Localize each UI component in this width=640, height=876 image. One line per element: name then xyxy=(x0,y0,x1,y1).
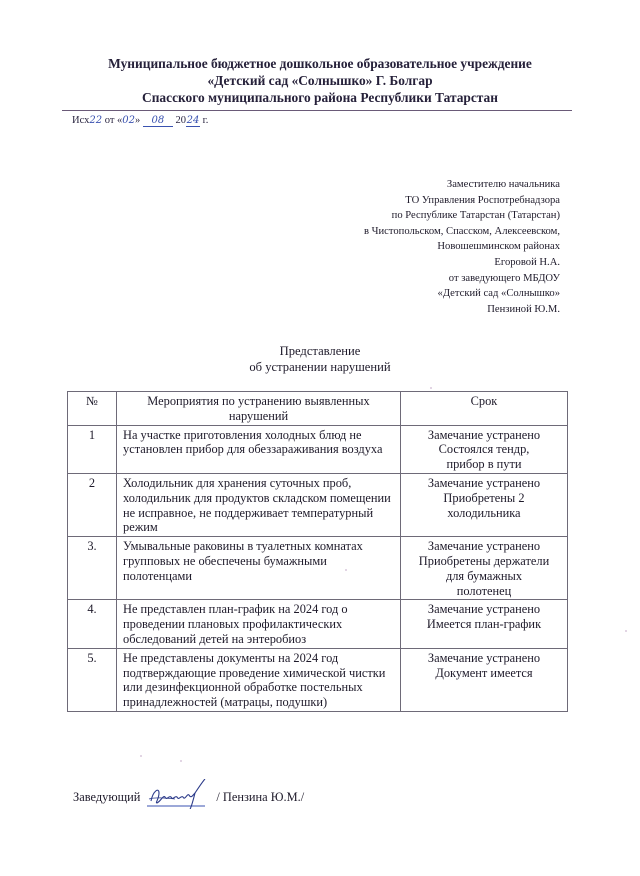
term-line: Документ имеется xyxy=(435,665,533,680)
term-line: Приобретены держатели xyxy=(418,553,550,568)
term-line: Приобретены 2 xyxy=(443,490,525,505)
row-term xyxy=(401,648,568,711)
table-row xyxy=(68,648,568,711)
addressee-line: Новошешминском районах xyxy=(437,241,560,253)
addressee-line: «Детский сад «Солнышко» xyxy=(437,288,560,300)
row-measure: Не представлены документы на 2024 год подтверждающие проведение химической чистки или дезинфекционной обработке постельных принадлежностей (матрацы, подушки) xyxy=(117,648,401,711)
term-line: Состоялся тендр, xyxy=(438,442,530,457)
title-line-2: об устранении нарушений xyxy=(249,360,391,374)
institution-header xyxy=(60,55,580,106)
term-line: Замечание устранено xyxy=(427,650,541,665)
term-line: холодильника xyxy=(447,505,521,520)
row-term xyxy=(401,473,568,536)
row-term xyxy=(401,425,568,473)
row-measure: Не представлен план-график на 2024 год о проведении плановых профилактических обследований детей на энтеробиоз xyxy=(117,600,401,648)
outgoing-suffix: г. xyxy=(202,115,209,126)
header-term: Срок xyxy=(401,392,568,426)
row-measure: Умывальные раковины в туалетных комнатах групповых не обеспечены бумажными полотенцами xyxy=(117,537,401,600)
term-line: Замечание устранено xyxy=(427,539,541,554)
term-line: Замечание устранено xyxy=(427,475,541,490)
header-measure: Мероприятия по устранению выявленных нарушений xyxy=(117,392,401,426)
addressee-line: ТО Управления Роспотребнадзора xyxy=(405,194,560,206)
addressee-line: от заведующего МБДОУ xyxy=(448,272,560,284)
table-header-row xyxy=(68,392,568,426)
term-line: для бумажных xyxy=(445,568,523,583)
outgoing-year-suffix: 24 xyxy=(186,115,200,126)
signer-name: / Пензина Ю.М./ xyxy=(216,790,305,804)
outgoing-day: 02 xyxy=(122,115,136,126)
addressee-line: Заместителю начальника xyxy=(446,179,560,190)
scan-speck xyxy=(345,569,347,571)
header-line-3: Спасского муниципального района Республики Татарстан xyxy=(142,90,498,105)
row-num: 1 xyxy=(68,425,117,473)
row-num: 3. xyxy=(68,537,117,600)
outgoing-close-quote: » xyxy=(135,115,141,126)
scan-speck xyxy=(180,760,182,762)
row-num: 4. xyxy=(68,600,117,648)
row-measure: Холодильник для хранения суточных проб, холодильник для продуктов складском помещении не исправное, не поддерживает температурный режим xyxy=(117,473,401,536)
table-row xyxy=(68,600,568,648)
header-num: № xyxy=(68,392,117,426)
term-line: Имеется план-график xyxy=(426,617,542,632)
table-row xyxy=(68,425,568,473)
outgoing-month: 08 xyxy=(143,115,173,127)
signature-block xyxy=(73,775,304,805)
addressee-line: Егоровой Н.А. xyxy=(494,256,560,268)
table-row xyxy=(68,537,568,600)
signer-position: Заведующий xyxy=(73,790,141,804)
header-line-1: Муниципальное бюджетное дошкольное образовательное учреждение xyxy=(108,56,532,71)
outgoing-number: 22 xyxy=(89,115,103,126)
row-term xyxy=(401,600,568,648)
row-num: 2 xyxy=(68,473,117,536)
term-line: полотенец xyxy=(456,583,512,598)
outgoing-number-line xyxy=(72,115,208,127)
outgoing-prefix: Исх xyxy=(72,115,90,126)
addressee-line: по Республике Татарстан (Татарстан) xyxy=(391,210,560,222)
term-line: Замечание устранено xyxy=(427,602,541,617)
handwritten-signature-icon xyxy=(145,779,215,809)
outgoing-from: от « xyxy=(104,115,123,126)
addressee-line: в Чистопольском, Спасском, Алексеевском, xyxy=(363,225,560,237)
scan-speck xyxy=(430,387,432,389)
outgoing-year-prefix: 20 xyxy=(175,115,187,126)
table-row xyxy=(68,473,568,536)
addressee-block xyxy=(364,177,560,317)
violations-table xyxy=(67,391,568,712)
document-title xyxy=(0,343,640,375)
term-line: Замечание устранено xyxy=(427,427,541,442)
addressee-line: Пензиной Ю.М. xyxy=(487,303,560,315)
row-term xyxy=(401,537,568,600)
term-line: прибор в пути xyxy=(446,457,522,472)
header-line-2: «Детский сад «Солнышко» Г. Болгар xyxy=(207,73,433,88)
scan-speck xyxy=(140,755,142,757)
scan-speck xyxy=(625,630,627,632)
row-num: 5. xyxy=(68,648,117,711)
title-line-1: Представление xyxy=(279,344,361,358)
row-measure: На участке приготовления холодных блюд не установлен прибор для обеззараживания воздуха xyxy=(117,425,401,473)
header-divider xyxy=(62,110,572,111)
